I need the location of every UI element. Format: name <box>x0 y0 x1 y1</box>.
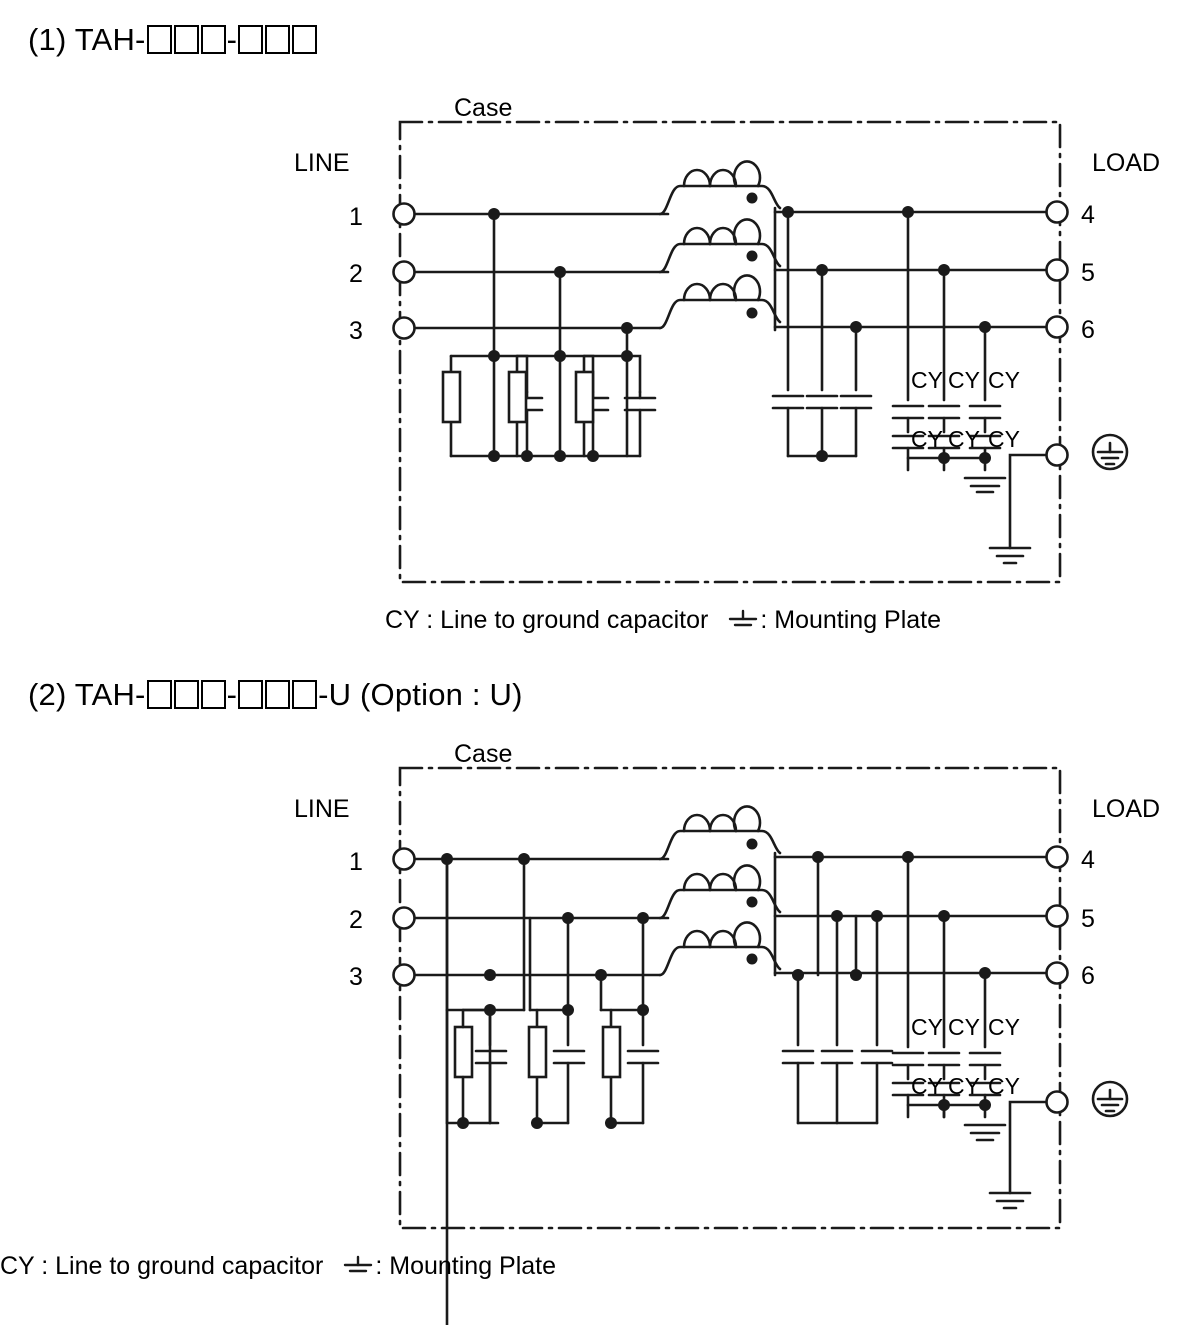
terminal-4 <box>1047 202 1068 223</box>
terminal-1 <box>394 849 415 870</box>
diagram-2-title-prefix: (2) TAH- <box>28 677 146 712</box>
terminal-label-1: 1 <box>349 203 363 231</box>
terminal-label-3: 3 <box>349 963 363 991</box>
cy-label-top-1: CY <box>911 1014 943 1040</box>
terminal-label-2: 2 <box>349 906 363 934</box>
legend-cy-text: CY : Line to ground capacitor <box>385 606 709 634</box>
terminal-1 <box>394 204 415 225</box>
cy-label-bottom-3: CY <box>988 1073 1020 1099</box>
terminal-label-6: 6 <box>1081 962 1095 990</box>
line-label: LINE <box>294 795 350 823</box>
diagram-1-legend <box>385 606 941 635</box>
cy-label-top-2: CY <box>948 1014 980 1040</box>
diagram-2-title-suffix: -U (Option : U) <box>318 677 523 712</box>
load-label: LOAD <box>1092 795 1161 823</box>
diagram-1-title-sep: - <box>226 22 238 57</box>
terminal-3 <box>394 965 415 986</box>
legend-cy-text: CY : Line to ground capacitor <box>0 1252 324 1280</box>
mounting-plate-icon <box>341 1255 375 1277</box>
cy-label-top-2: CY <box>948 367 980 393</box>
case-boundary <box>400 768 1060 1228</box>
terminal-label-1: 1 <box>349 848 363 876</box>
load-label: LOAD <box>1092 149 1161 177</box>
legend-plate-text: : Mounting Plate <box>760 606 942 634</box>
terminal-6 <box>1047 963 1068 984</box>
terminal-label-5: 5 <box>1081 259 1095 287</box>
terminal-3 <box>394 318 415 339</box>
terminal-2 <box>394 908 415 929</box>
terminal-5 <box>1047 906 1068 927</box>
terminal-6 <box>1047 317 1068 338</box>
cy-label-bottom-1: CY <box>911 426 943 452</box>
terminal-label-4: 4 <box>1081 201 1095 229</box>
diagram-2-legend <box>0 1252 556 1281</box>
terminal-label-4: 4 <box>1081 846 1095 874</box>
diagram-2-svg <box>0 655 1200 1330</box>
mounting-plate-icon <box>726 609 760 631</box>
cy-label-bottom-1: CY <box>911 1073 943 1099</box>
cy-label-top-1: CY <box>911 367 943 393</box>
terminal-label-2: 2 <box>349 260 363 288</box>
cy-label-bottom-3: CY <box>988 426 1020 452</box>
terminal-ground <box>1047 1092 1068 1113</box>
line-label: LINE <box>294 149 350 177</box>
legend-plate-text: : Mounting Plate <box>375 1252 557 1280</box>
diagram-1-title-prefix: (1) TAH- <box>28 22 146 57</box>
case-label: Case <box>454 94 513 122</box>
terminal-label-3: 3 <box>349 317 363 345</box>
terminal-5 <box>1047 260 1068 281</box>
cy-label-bottom-2: CY <box>948 1073 980 1099</box>
cy-label-top-3: CY <box>988 1014 1020 1040</box>
case-boundary <box>400 122 1060 582</box>
terminal-2 <box>394 262 415 283</box>
diagram-1 <box>0 0 1200 660</box>
case-label: Case <box>454 740 513 768</box>
cy-label-bottom-2: CY <box>948 426 980 452</box>
terminal-ground <box>1047 445 1068 466</box>
terminal-label-5: 5 <box>1081 905 1095 933</box>
terminal-4 <box>1047 847 1068 868</box>
terminal-label-6: 6 <box>1081 316 1095 344</box>
diagram-2-title-sep: - <box>226 677 238 712</box>
diagram-2 <box>0 655 1200 1325</box>
cy-label-top-3: CY <box>988 367 1020 393</box>
